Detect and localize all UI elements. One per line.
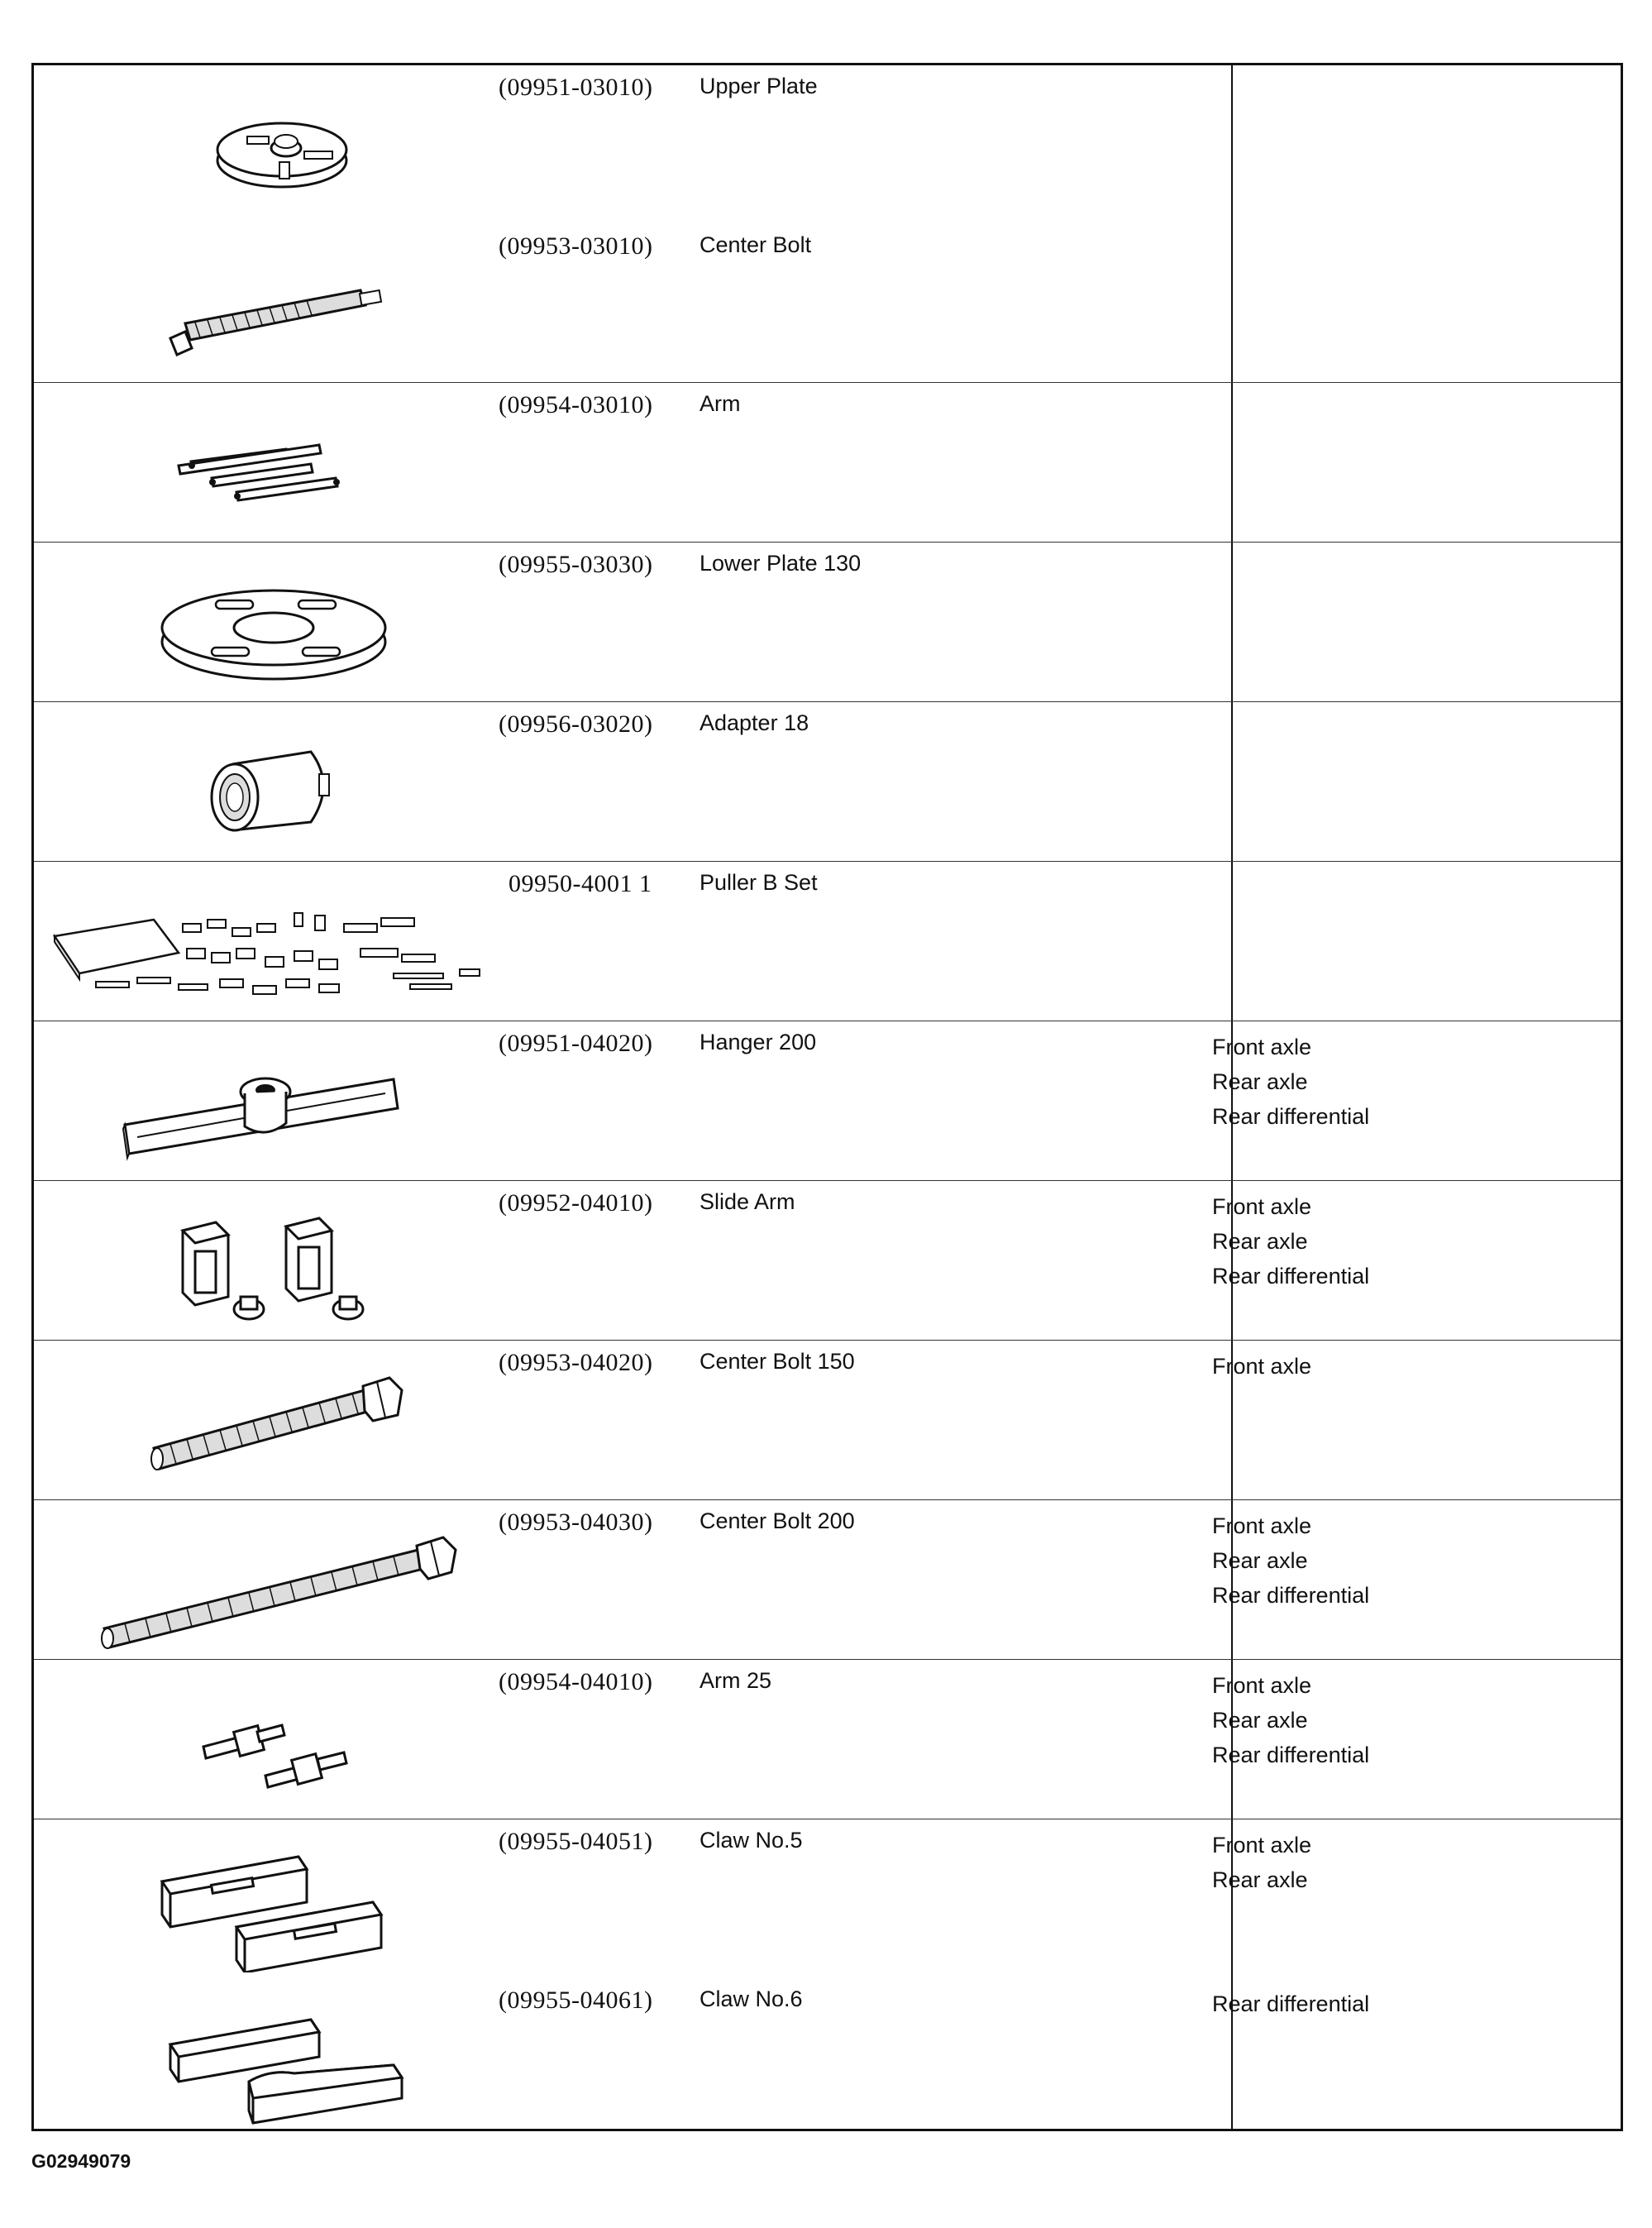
part-number: (09955-04051) xyxy=(499,1828,653,1855)
arm-25-icon xyxy=(46,1672,501,1813)
special-tools-table xyxy=(31,63,1623,2131)
part-name: Slide Arm xyxy=(699,1189,795,1214)
table-row xyxy=(34,65,1621,383)
application-note: Rear differential xyxy=(1212,1743,1370,1767)
list-item xyxy=(34,1978,1621,2134)
part-number: (09951-04020) xyxy=(499,1030,653,1057)
hanger-icon xyxy=(46,1034,501,1174)
table-row xyxy=(34,1341,1621,1500)
application-notes xyxy=(1212,1030,1369,1134)
slide-arm-icon xyxy=(46,1193,501,1334)
part-name: Puller B Set xyxy=(699,870,818,895)
center-bolt-icon xyxy=(46,241,501,373)
application-notes xyxy=(1212,1508,1369,1613)
part-name: Adapter 18 xyxy=(699,710,809,735)
application-note: Front axle xyxy=(1212,1513,1312,1538)
application-note: Rear axle xyxy=(1212,1548,1308,1573)
table-row xyxy=(34,1500,1621,1660)
part-name: Claw No.6 xyxy=(699,1987,803,2011)
table-row xyxy=(34,862,1621,1021)
part-name: Center Bolt 150 xyxy=(699,1349,855,1374)
application-note: Rear axle xyxy=(1212,1069,1308,1094)
application-note: Front axle xyxy=(1212,1035,1312,1059)
part-number: (09953-04030) xyxy=(499,1508,653,1536)
part-name: Claw No.5 xyxy=(699,1828,803,1853)
table-row xyxy=(34,543,1621,702)
application-notes xyxy=(1212,1987,1369,2021)
lower-plate-icon xyxy=(46,555,501,696)
part-number: (09954-03010) xyxy=(499,391,653,418)
application-note: Front axle xyxy=(1212,1194,1312,1219)
list-item xyxy=(34,1500,1621,1660)
figure-code: G02949079 xyxy=(31,2150,131,2172)
application-note: Rear axle xyxy=(1212,1708,1308,1733)
list-item xyxy=(34,1341,1621,1500)
part-name: Arm 25 xyxy=(699,1668,772,1693)
table-row xyxy=(34,383,1621,543)
list-item xyxy=(34,543,1621,702)
list-item xyxy=(34,702,1621,862)
table-row xyxy=(34,1021,1621,1181)
part-number: (09952-04010) xyxy=(499,1189,653,1217)
table-row xyxy=(34,702,1621,862)
claw-5-icon xyxy=(46,1832,501,1972)
application-notes xyxy=(1212,1828,1311,1897)
list-item xyxy=(34,65,1621,224)
center-bolt-200-icon xyxy=(46,1513,501,1653)
list-item xyxy=(34,1021,1621,1181)
application-note: Rear axle xyxy=(1212,1229,1308,1254)
application-note: Rear differential xyxy=(1212,1264,1370,1289)
list-item xyxy=(34,224,1621,383)
adapter-icon xyxy=(46,715,501,855)
puller-set-icon xyxy=(46,878,501,1015)
application-notes xyxy=(1212,1668,1369,1772)
part-number: (09953-03010) xyxy=(499,232,653,260)
table-row xyxy=(34,1819,1621,2134)
application-note: Rear differential xyxy=(1212,1104,1370,1129)
part-number: (09951-03010) xyxy=(499,74,653,101)
application-note: Rear axle xyxy=(1212,1867,1308,1892)
list-item xyxy=(34,862,1621,1021)
part-number: (09955-03030) xyxy=(499,551,653,578)
center-bolt-150-icon xyxy=(46,1353,501,1494)
list-item xyxy=(34,1819,1621,1978)
application-notes xyxy=(1212,1189,1369,1293)
application-note: Front axle xyxy=(1212,1833,1312,1857)
list-item xyxy=(34,1181,1621,1341)
part-name: Hanger 200 xyxy=(699,1030,817,1054)
application-notes xyxy=(1212,1349,1311,1384)
part-name: Lower Plate 130 xyxy=(699,551,862,576)
application-note: Rear differential xyxy=(1212,1583,1370,1608)
arm-set-icon xyxy=(46,399,501,532)
table-row xyxy=(34,1181,1621,1341)
list-item xyxy=(34,383,1621,543)
part-number: (09955-04061) xyxy=(499,1987,653,2014)
table-row xyxy=(34,1660,1621,1819)
claw-6-icon xyxy=(46,1991,501,2131)
part-number: (09956-03020) xyxy=(499,710,653,738)
part-number: (09953-04020) xyxy=(499,1349,653,1376)
application-note: Rear differential xyxy=(1212,1991,1370,2016)
part-number: (09954-04010) xyxy=(499,1668,653,1695)
part-name: Arm xyxy=(699,391,741,416)
part-number: 09950-4001 1 xyxy=(508,870,652,897)
upper-plate-icon xyxy=(46,82,501,214)
part-name: Upper Plate xyxy=(699,74,818,98)
part-name: Center Bolt 200 xyxy=(699,1508,855,1533)
list-item xyxy=(34,1660,1621,1819)
application-note: Front axle xyxy=(1212,1673,1312,1698)
part-name: Center Bolt xyxy=(699,232,812,257)
application-note: Front axle xyxy=(1212,1354,1312,1379)
